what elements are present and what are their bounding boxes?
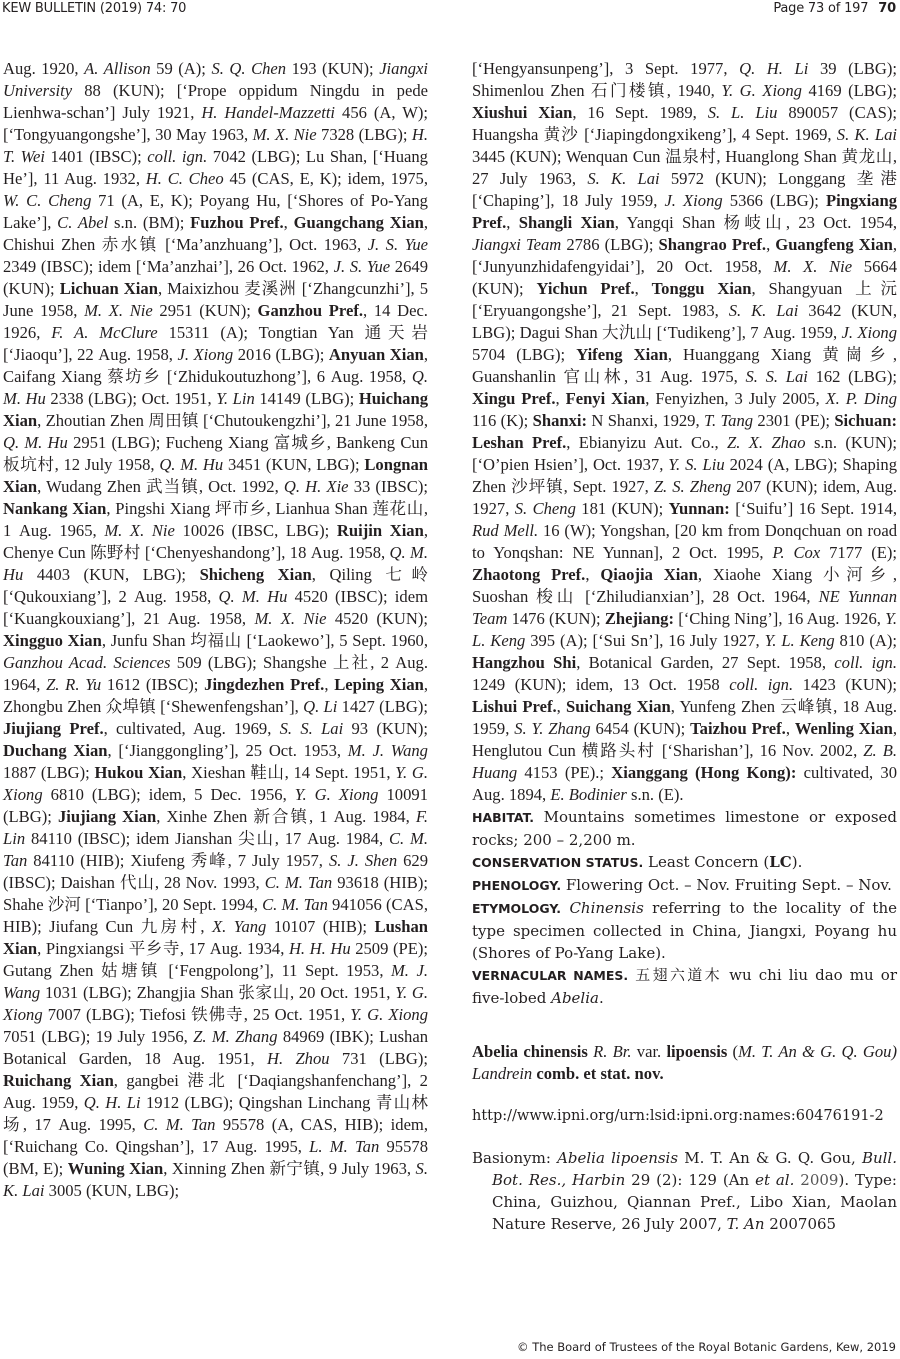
italic-run: Q. M. Hu [3,543,428,584]
text-run: 5664 (KUN); [472,257,897,298]
text-run: , cultivated, Aug. 1969, [103,719,280,738]
italic-run: M. X. Nie [773,257,853,276]
text-run: , Ebianyizu Aut. Co., [566,433,728,452]
italic-run: C. Abel [57,213,109,232]
text-run: 14149 (LBG); [254,389,359,408]
italic-run: S. K. Lai [836,125,897,144]
italic-run: X. Yang [212,917,267,936]
conservation-code: LC [769,853,792,871]
text-run: Basionym: [472,1149,558,1167]
bold-run: Shangrao Pref. [658,235,767,254]
italic-run: R. Br. [593,1042,632,1061]
text-run: 84969 (IBK); Lushan Botanical Garden, 18 Aug. 1951, [3,1027,428,1068]
text-run: 193 (KUN); [286,59,380,78]
copyright-footer: © The Board of Trustees of the Royal Botanic Gardens, Kew, 2019 [517,1340,896,1354]
phenology-text: Flowering Oct. – Nov. Fruiting Sept. – Nov. [561,876,892,894]
habitat-label: HABITAT. [472,810,534,825]
italic-run: coll. ign. [729,675,794,694]
text-run: [‘Hengyansunpeng’], 3 Sept. 1977, [472,59,740,78]
text-run: 7051 (LBG); 19 July 1956, [3,1027,194,1046]
text-run: , [283,213,294,232]
italic-run: C. M. Tan [264,873,333,892]
text-run: , Henglutou Cun 横路头村 [‘Sharishan’], 16 Nov. 2002, [472,719,898,760]
italic-run: Q. H. Xie [283,477,349,496]
text-run: 4169 (LBG); [801,81,897,100]
bold-run: Xianggang (Hong Kong): [611,763,797,782]
text-run: 7042 (LBG); Lu Shan, [‘Huang He’], 11 Aug. 1932, [3,147,428,188]
text-run: 15311 (A); Tongtian Yan 通天岩 [‘Jiaoqu’], 22 Aug. 1958, [3,323,429,364]
text-run: , [585,565,601,584]
italic-run: M. J. Wang [347,741,428,760]
text-run: N Shanxi, 1929, [587,411,704,430]
text-run: s.n. (BM); [108,213,191,232]
text-run: , [634,279,652,298]
running-header [0,0,900,22]
bold-run: Xiushui Xian [472,103,573,122]
bold-run: Sichuan: Leshan Pref. [472,411,898,452]
vernacular-label: VERNACULAR NAMES. [472,968,629,983]
text-run: 2649 (KUN); [3,257,428,298]
bold-run: Lichuan Xian [59,279,158,298]
text-run: 207 (KUN); idem, Aug. 1927, [472,477,898,518]
italic-run: Rud Mell. [472,521,539,540]
bold-run: Xingu Pref. [472,389,556,408]
text-run: , Qiling 七岭 [‘Qukouxiang’], 2 Aug. 1958, [3,565,429,606]
text-run: , Xinning Zhen 新宁镇, 9 July 1963, [163,1159,416,1178]
page-indicator [773,1,896,16]
bold-run: Leping Xian [334,675,424,694]
text-run: ( [727,1042,739,1061]
text-run: , 14 Dec. 1926, [3,301,428,342]
bold-run: Anyuan Xian [328,345,424,364]
bold-run: Lishui Pref. [472,697,557,716]
italic-run: Y. G. Xiong [721,81,802,100]
italic-run: Abelia lipoensis [557,1149,679,1167]
phenology-label: PHENOLOGY. [472,878,562,893]
text-run: 941056 (CAS, HIB); Jiufang Cun 九房村, [3,895,428,936]
text-run: 4153 (PE).; [517,763,612,782]
text-run: , Zhongbu Zhen 众埠镇 [‘Shewenfengshan’], [3,675,429,716]
bold-run: Xingguo Xian [3,631,102,650]
italic-run: M. X. Nie [254,609,327,628]
text-run: , Zhoutian Zhen 周田镇 [‘Chutoukengzhi’], 21 June 1958, [37,411,428,430]
italic-run: Y. G. Xiong [3,983,428,1024]
text-run: , Yangqi Shan 杨岐山, 23 Oct. 1954, [614,213,898,232]
bold-run: Shanxi: [532,411,588,430]
bold-run: Yichun Pref. [536,279,635,298]
bold-run: Ruijin Xian [336,521,424,540]
text-run: 890057 (CAS); Huangsha 黄沙 [‘Jiapingdongxikeng’], 4 Sept. 1969, [472,103,897,144]
italic-run: Ganzhou Acad. Sciences [3,653,171,672]
text-run: , Wudang Zhen 武当镇, Oct. 1992, [37,477,284,496]
italic-run: M. X. Nie [104,521,175,540]
reference-link[interactable]: 2009 [800,1171,839,1189]
text-run: 629 (IBSC); Daishan 代山, 28 Nov. 1993, [3,851,428,892]
text-run: 1401 (IBSC); [44,147,148,166]
journal-citation: KEW BULLETIN (2019) 74: 70 [2,1,187,16]
text-run: 1031 (LBG); Zhangjia Shan 张家山, 20 Oct. 1951, [40,983,396,1002]
conservation-section [472,851,897,874]
bold-run: Suichang Xian [565,697,671,716]
text-run: 10026 (IBSC, LBG); [174,521,337,540]
bold-run: Lushan Xian [3,917,429,958]
text-run: 1249 (KUN); idem, 13 Oct. 1958 [472,675,730,694]
text-run: 4520 (IBSC); idem [‘Kuangkouxiang’], 21 Aug. 1958, [3,587,428,628]
italic-run: Y. G. Xiong [350,1005,429,1024]
italic-run: M. X. Nie [252,125,317,144]
text-run: [‘Ching Ning’], 16 Aug. 1926, [674,609,886,628]
italic-run: S. S. Lai [279,719,344,738]
italic-run: Bull. Bot. Res., Harbin [492,1149,897,1189]
bold-run: Nankang Xian [3,499,107,518]
text-run: , [785,719,795,738]
bold-run: Fenyi Xian [565,389,646,408]
italic-run: Q. M. Hu [3,433,68,452]
text-run: 10091 (LBG); [3,785,428,826]
italic-run: Y. L. Keng [764,631,835,650]
text-run: , Botanical Garden, 27 Sept. 1958, [576,653,835,672]
italic-run: coll. ign. [834,653,897,672]
text-run: 7328 (LBG); [316,125,412,144]
text-run: , Huanggang Xiang 黄崗乡, Guanshanlin 官山林, 31 Aug. 1975, [472,345,897,386]
text-run: 95578 (BM, E); [3,1137,428,1178]
text-run: 29 (2): 129 (An [625,1171,756,1189]
bold-run: comb. et stat. nov. [536,1064,664,1083]
italic-run: X. P. Ding [825,389,897,408]
text-run: , gangbei 港北 [‘Daqiangshanfenchang’], 2 Aug. 1959, [3,1071,428,1112]
italic-run: S. K. Lai [3,1159,428,1200]
bold-run: Tonggu Xian [651,279,752,298]
text-run: 4520 (KUN); [326,609,428,628]
bold-run: Hangzhou Shi [472,653,577,672]
italic-run: A. Allison [84,59,151,78]
conservation-text: Least Concern ( [643,853,770,871]
left-column [3,58,428,1202]
specimen-list-left [3,58,428,1202]
text-run: 45 (CAS, E, K); idem, 1975, [223,169,428,188]
text-run: 162 (LBG); [807,367,897,386]
italic-run: et al. [755,1171,795,1189]
italic-run: Y. L. Keng [472,609,898,650]
text-run: , [‘Jianggongling’], 25 Oct. 1953, [107,741,348,760]
italic-run: Q. M. Hu [3,367,428,408]
italic-run: J. S. Yue [367,235,428,254]
italic-run: E. Bodinier [550,785,627,804]
etymology-section [472,897,897,964]
italic-run: C. M. Tan [3,829,428,870]
bold-run: Jiujiang Xian [57,807,157,826]
text-run: 2016 (LBG); [233,345,329,364]
bold-run: Huichang Xian [3,389,428,430]
text-run: M. T. An & G. Q. Gou, [678,1149,862,1167]
text-run: 5972 (KUN); Longgang 垄港 [‘Chaping’], 18 July 1959, [472,169,897,210]
text-run: 3445 (KUN); Wenquan Cun 温泉村, Huanglong Shan 黄龙山, 27 July 1963, [472,147,897,188]
specimen-list-right [472,58,897,806]
italic-run: S. Cheng [514,499,576,518]
text-run: , [556,697,566,716]
text-run: , Junfu Shan 均福山 [‘Laokewo’], 5 Sept. 1960, [101,631,428,650]
italic-run: Z. R. Yu [46,675,102,694]
text-run: , Xinhe Zhen 新合镇, 1 Aug. 1984, [156,807,416,826]
italic-run: Q. H. Li [83,1093,141,1112]
italic-run: M. J. Wang [3,961,428,1002]
bold-run: Shicheng Xian [199,565,312,584]
text-run: 116 (K); [472,411,533,430]
italic-run: J. Xiong [177,345,234,364]
basionym-paragraph [472,1147,897,1235]
habitat-section [472,806,897,851]
text-run: 95578 (A, CAS, HIB); idem, [‘Ruichang Co. Qingshan’], 17 Aug. 1995, [3,1115,428,1156]
text-run: var. [631,1042,667,1061]
etymology-term: Chinensis [569,899,644,917]
text-run: 10107 (HIB); [266,917,375,936]
text-run: 84110 (IBSC); idem Jianshan 尖山, 17 Aug. 1984, [25,829,389,848]
text-run: 1912 (LBG); Qingshan Linchang 青山林场, 17 Aug. 1995, [3,1093,428,1134]
text-run: , Chenye Cun 陈野村 [‘Chenyeshandong’], 18 Aug. 1958, [3,521,428,562]
text-run: 1612 (IBSC); [101,675,205,694]
italic-run: Q. M. Hu [159,455,224,474]
text-run: 59 (A); [150,59,212,78]
text-run: 1423 (KUN); [793,675,897,694]
italic-run: H. Zhou [266,1049,330,1068]
text-run: 810 (A); [834,631,897,650]
italic-run: Z. B. Huang [472,741,898,782]
text-run: , [‘Junyunzhidafengyidai’], 20 Oct. 1958, [472,235,897,276]
habitat-text: Mountains sometimes limestone or exposed rocks; 200 – 2,200 m. [472,808,897,849]
italic-run: H. H. Hu [288,939,351,958]
text-run: , Maixizhou 麦溪洲 [‘Zhangcunzhi’], 5 June 1958, [3,279,429,320]
vernacular-end: . [598,989,604,1007]
text-run: 456 (A, W); [‘Tongyuangongshe’], 30 May 1963, [3,103,429,144]
italic-run: T. An [726,1215,765,1233]
italic-run: Y. Lin [216,389,255,408]
text-run: , Pingxiangsi 平乡寺, 17 Aug. 1934, [37,939,289,958]
italic-run: Q. H. Li [739,59,809,78]
text-run: 5366 (LBG); [722,191,826,210]
page-of-total: Page 73 of 197 [773,1,869,16]
bold-run: Ganzhou Pref. [257,301,364,320]
text-run: 33 (IBSC); [348,477,428,496]
bold-run: Yifeng Xian [576,345,668,364]
bold-run: Jiujiang Pref. [3,719,104,738]
text-run: 3451 (KUN, LBG); [223,455,365,474]
bold-run: Jingdezhen Pref. [204,675,325,694]
text-run: 7177 (E); [820,543,897,562]
text-run: 39 (LBG); Shimenlou Zhen 石门楼镇, 1940, [472,59,897,100]
italic-run: Z. X. Zhao [727,433,806,452]
bold-run: Longnan Xian [3,455,429,496]
text-run: , [555,389,566,408]
vernacular-text: 五翅六道木 wu chi liu dao mu or five-lobed [472,966,898,1007]
text-run: 84110 (HIB); Xiufeng 秀峰, 7 July 1957, [27,851,329,870]
text-run: 2007065 [764,1215,837,1233]
bold-run: Guangchang Xian [293,213,424,232]
bold-run: Duchang Xian [3,741,108,760]
italic-run: F. A. McClure [51,323,158,342]
italic-run: S. L. Liu [707,103,778,122]
taxon-heading [472,1041,897,1085]
bold-run: Abelia chinensis [472,1042,588,1061]
italic-run: Q. M. Hu [218,587,288,606]
italic-run: Y. G. Xiong [294,785,379,804]
bold-run: Ruichang Xian [3,1071,114,1090]
text-run: ). Type: China, Guizhou, Qiannan Pref., Libo Xian, Maolan Nature Reserve, 26 July 2007, [492,1171,897,1233]
text-run: 88 (KUN); [‘Prope oppidum Ningdu in pede Lienhwa-schan’] July 1921, [3,81,428,122]
text-run: 509 (LBG); Shangshe 上社, 2 Aug. 1964, [3,653,428,694]
text-run: s.n. (E). [626,785,684,804]
italic-run: J. S. Yue [333,257,391,276]
bold-run: Fuzhou Pref. [190,213,284,232]
text-run: , Shangyuan 上沅 [‘Eryuangongshe’], 21 Sept. 1983, [472,279,898,320]
text-run: 2509 (PE); Gutang Zhen 姑塘镇 [‘Fengpolong’], 11 Sept. 1953, [3,939,429,980]
text-run: , [324,675,335,694]
text-run: , Pingshi Xiang 坪市乡, Lianhua Shan 莲花山, 1 Aug. 1965, [3,499,429,540]
italic-run: H. T. Wei [3,125,428,166]
text-run: 2786 (LBG); [561,235,659,254]
text-run: 1887 (LBG); [3,763,95,782]
text-run: , Fenyizhen, 3 July 2005, [645,389,826,408]
vernacular-section [472,964,897,1009]
text-run: , Chishui Zhen 赤水镇 [‘Ma’anzhuang’], Oct. 1963, [3,213,429,254]
italic-run: Y. G. Xiong [3,763,428,804]
text-run: , Caifang Xiang 蔡坊乡 [‘Zhidukoutuzhong’], 6 Aug. 1958, [3,345,429,386]
bold-run: lipoensis [666,1042,728,1061]
text-run: 395 (A); [‘Sui Sn’], 16 July 1927, [525,631,765,650]
bold-run: Shangli Xian [518,213,615,232]
phenology-section [472,874,897,897]
italic-run: S. K. Lai [587,169,660,188]
text-run: , 16 Sept. 1989, [572,103,708,122]
text-run: , Yunfeng Zhen 云峰镇, 18 Aug. 1959, [472,697,898,738]
text-run: 71 (A, E, K); Poyang Hu, [‘Shores of Po-Yang Lake’], [3,191,428,232]
italic-run: Jiangxi University [3,59,429,100]
etymology-label: ETYMOLOGY. [472,901,562,916]
text-run: [‘Suifu’] 16 Sept. 1914, [729,499,898,518]
conservation-end: ). [791,853,803,871]
bold-run: Zhejiang: [604,609,675,628]
italic-run: M. X. Nie [84,301,153,320]
text-run: 2349 (IBSC); idem [‘Ma’anzhai’], 26 Oct. 1962, [3,257,334,276]
italic-run: H. Handel-Mazzetti [201,103,336,122]
text-run: 2951 (LBG); Fucheng Xiang 富城乡, Bankeng Cun 板坑村, 12 July 1958, [3,433,428,474]
text-run: 5704 (LBG); [472,345,577,364]
italic-run: Z. M. Zhang [193,1027,278,1046]
text-run: 3005 (KUN, LBG); [44,1181,180,1200]
bold-run: Hukou Xian [94,763,183,782]
bold-run: Taizhou Pref. [690,719,786,738]
italic-run: NE Yunnan Team [472,587,897,628]
text-run: , [766,235,776,254]
text-run: 731 (LBG); [329,1049,428,1068]
bold-run: Wuning Xian [67,1159,164,1178]
italic-run: coll. ign. [147,147,208,166]
italic-run: W. C. Cheng [3,191,92,210]
bold-run: Guangfeng Xian [775,235,893,254]
italic-run: Jiangxi Team [472,235,562,254]
bold-run: Qiaojia Xian [600,565,698,584]
text-run: 6810 (LBG); idem, 5 Dec. 1956, [42,785,295,804]
vernacular-genus: Abelia [551,989,599,1007]
text-run: 7007 (LBG); Tiefosi 铁佛寺, 25 Oct. 1951, [42,1005,351,1024]
text-run: cultivated, 30 Aug. 1894, [472,763,898,804]
right-column [472,58,897,1235]
italic-run: F. Lin [3,807,428,848]
italic-run: S. J. Shen [328,851,398,870]
italic-run: S. K. Lai [728,301,799,320]
italic-run: P. Cox [772,543,821,562]
italic-run: M. T. An & G. Q. Gou) Landrein [472,1042,897,1083]
conservation-label: CONSERVATION STATUS. [472,855,644,870]
text-run: 1476 (KUN); [507,609,605,628]
italic-run: J. Xiong [664,191,723,210]
text-run: 16 (W); Yongshan, [20 km from Donqchuan on road to Yonqshan: NE Yunnan], 2 Oct. 1995, [472,521,897,562]
bold-run: Yunnan: [668,499,730,518]
text-run: , [506,213,519,232]
etymology-text: referring to the locality of the type specimen collected in China, Jiangxi, Poyang hu (Shores of Po-Yang Lake). [472,899,897,962]
text-run: 2024 (A, LBG); Shaping Zhen 沙坪镇, Sept. 1927, [472,455,898,496]
text-run: 2301 (PE); [753,411,835,430]
bold-run: Zhaotong Pref. [472,565,586,584]
italic-run: H. C. Cheo [145,169,224,188]
italic-run: J. Xiong [841,323,897,342]
text-run: 1427 (LBG); [337,697,428,716]
text-run: s.n. (KUN); [‘O’pien Hsien’], Oct. 1937, [472,433,897,474]
text-run: 93 (KUN); [343,719,428,738]
text-run: 3642 (KUN, LBG); Dagui Shan 大氿山 [‘Tudikeng’], 7 Aug. 1959, [472,301,897,342]
text-run: Aug. 1920, [3,59,85,78]
text-run: 4403 (KUN, LBG); [23,565,200,584]
text-run: 181 (KUN); [575,499,669,518]
text-run: , Xieshan 鞋山, 14 Sept. 1951, [182,763,396,782]
text-run: 2951 (KUN); [152,301,258,320]
italic-run: C. M. Tan [143,1115,216,1134]
italic-run: S. S. Lai [745,367,808,386]
text-run: 6454 (KUN); [590,719,691,738]
italic-run: Y. S. Liu [668,455,725,474]
bold-run: Pingxiang Pref. [472,191,898,232]
page-number: 70 [878,1,896,16]
italic-run: T. Tang [703,411,754,430]
text-run: 2338 (LBG); Oct. 1951, [45,389,217,408]
italic-run: L. M. Tan [309,1137,380,1156]
italic-run: S. Q. Chen [211,59,287,78]
italic-run: S. Y. Zhang [514,719,591,738]
italic-run: C. M. Tan [262,895,328,914]
text-run: 93618 (HIB); Shahe 沙河 [‘Tianpo’], 20 Sept. 1994, [3,873,428,914]
italic-run: Z. S. Zheng [653,477,732,496]
text-run: , Xiaohe Xiang 小河乡, Suoshan 梭山 [‘Zhiludianxian’], 28 Oct. 1964, [472,565,898,606]
ipni-link[interactable]: http://www.ipni.org/urn:lsid:ipni.org:names:60476191-2 [472,1108,884,1124]
bold-run: Wenling Xian [794,719,893,738]
italic-run: Q. Li [303,697,338,716]
